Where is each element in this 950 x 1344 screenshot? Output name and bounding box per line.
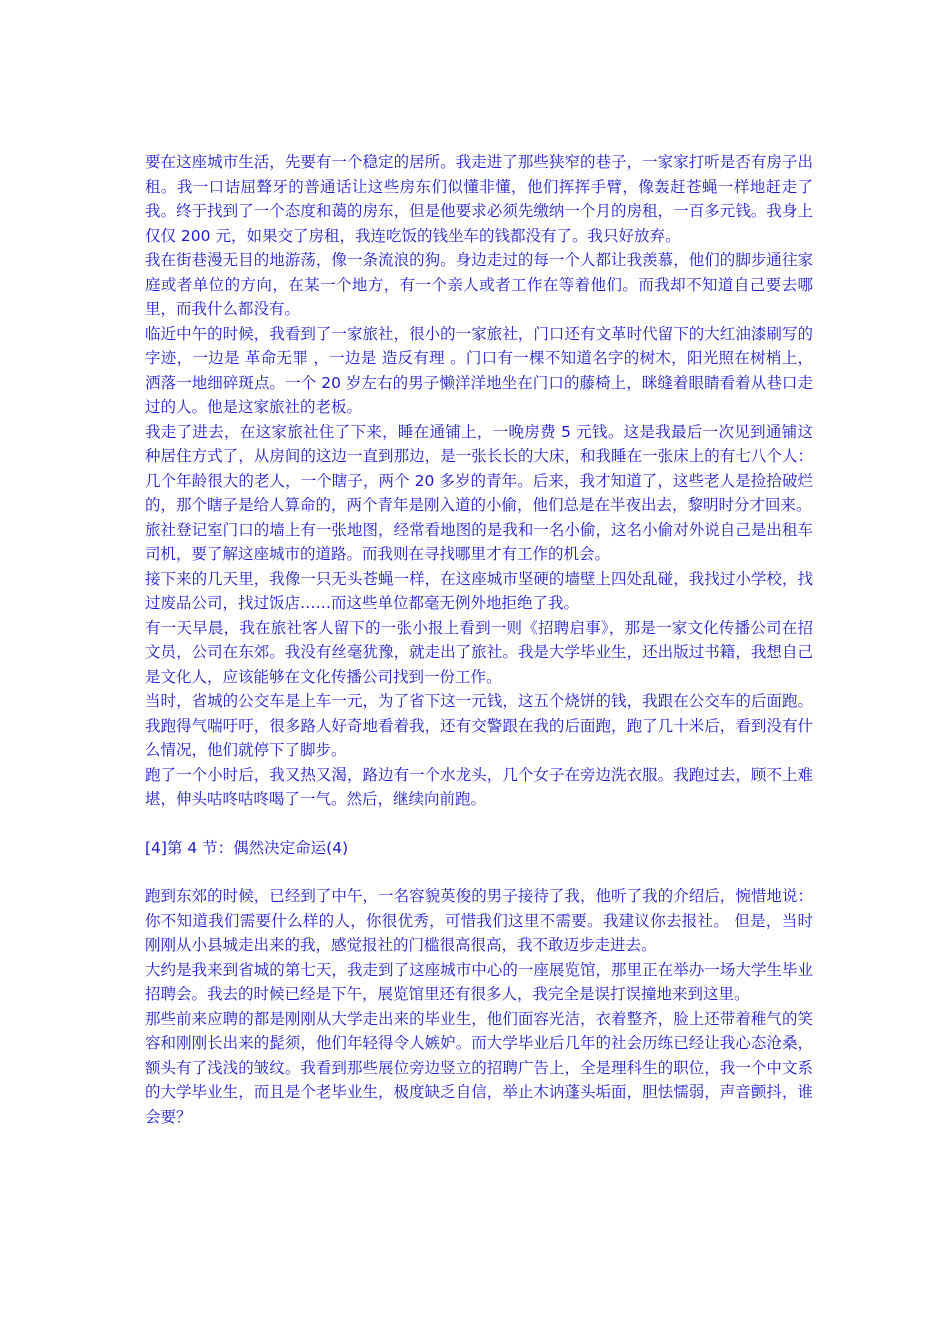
paragraph: 那些前来应聘的都是刚刚从大学走出来的毕业生，他们面容光洁，衣着整齐，脸上还带着稚气的笑容和刚刚长出来的髭须，他们年轻得令人嫉妒。而大学毕业后几年的社会历练已经让我心态沧桑，额头有了浅浅的皱纹。我看到那些展位旁边竖立的招聘广告上，全是理科生的职位，我一个中文系的大学毕业生，而且是个老毕业生，极度缺乏自信，举止木讷蓬头垢面，胆怯懦弱，声音颤抖，谁会要？: [145, 1009, 813, 1126]
paragraph: 我在街巷漫无目的地游荡，像一条流浪的狗。身边走过的每一个人都让我羡慕，他们的脚步通往家庭或者单位的方向，在某一个地方，有一个亲人或者工作在等着他们。而我却不知道自己要去哪里，而我什么都没有。: [145, 251, 813, 318]
document-body: [145, 150, 813, 1129]
paragraph: 要在这座城市生活，先要有一个稳定的居所。我走进了那些狭窄的巷子，一家家打听是否有房子出租。我一口诘屈聱牙的普通话让这些房东们似懂非懂，他们挥挥手臂，像轰赶苍蝇一样地赶走了我。终于找到了一个态度和蔼的房东，但是他要求必须先缴纳一个月的房租，一百多元钱。我身上仅仅 200 元，如果交了房租，我连吃饭的钱坐车的钱都没有了。我只好放弃。: [145, 153, 813, 245]
paragraph: 有一天早晨，我在旅社客人留下的一张小报上看到一则《招聘启事》，那是一家文化传播公司在招文员，公司在东郊。我没有丝毫犹豫，就走出了旅社。我是大学毕业生，还出版过书籍，我想自己是文化人，应该能够在文化传播公司找到一份工作。: [145, 618, 813, 686]
paragraph: 大约是我来到省城的第七天，我走到了这座城市中心的一座展览馆，那里正在举办一场大学生毕业招聘会。我去的时候已经是下午，展览馆里还有很多人，我完全是误打误撞地来到这里。: [145, 960, 813, 1003]
paragraph: 跑到东郊的时候，已经到了中午，一名容貌英俊的男子接待了我，他听了我的介绍后，惋惜地说： 你不知道我们需要什么样的人，你很优秀，可惜我们这里不需要。我建议你去报社。 但是，当时刚刚从小县城走出来的我，感觉报社的门槛很高很高，我不敢迈步走进去。: [145, 887, 813, 954]
section-heading: [4]第 4 节：偶然决定命运(4): [145, 838, 349, 857]
paragraph: 临近中午的时候，我看到了一家旅社，很小的一家旅社，门口还有文革时代留下的大红油漆刷写的字迹，一边是 革命无罪 ，一边是 造反有理 。门口有一棵不知道名字的树木，阳光照在树梢上，洒落一地细碎斑点。一个 20 岁左右的男子懒洋洋地坐在门口的藤椅上，眯缝着眼睛看着从巷口走过的人。他是这家旅社的老板。: [145, 324, 813, 416]
paragraph: 接下来的几天里，我像一只无头苍蝇一样，在这座城市坚硬的墙壁上四处乱碰，我找过小学校，找过废品公司，找过饭店……而这些单位都毫无例外地拒绝了我。: [145, 569, 813, 612]
paragraph: 我走了进去，在这家旅社住了下来，睡在通铺上，一晚房费 5 元钱。这是我最后一次见到通铺这种居住方式了，从房间的这边一直到那边，是一张长长的大床，和我睡在一张床上的有七八个人：几个年龄很大的老人，一个瞎子，两个 20 多岁的青年。后来，我才知道了，这些老人是捡拾破烂的，那个瞎子是给人算命的，两个青年是刚入道的小偷，他们总是在半夜出去，黎明时分才回来。: [145, 422, 813, 514]
paragraph: 当时，省城的公交车是上车一元，为了省下这一元钱，这五个烧饼的钱，我跟在公交车的后面跑。我跑得气喘吁吁，很多路人好奇地看着我，还有交警跟在我的后面跑，跑了几十米后，看到没有什么情况，他们就停下了脚步。: [145, 692, 813, 759]
paragraph: 旅社登记室门口的墙上有一张地图，经常看地图的是我和一名小偷，这名小偷对外说自己是出租车司机，要了解这座城市的道路。而我则在寻找哪里才有工作的机会。: [145, 520, 813, 563]
paragraph: 跑了一个小时后，我又热又渴，路边有一个水龙头，几个女子在旁边洗衣服。我跑过去，顾不上难堪，伸头咕咚咕咚喝了一气。然后，继续向前跑。: [145, 765, 813, 808]
